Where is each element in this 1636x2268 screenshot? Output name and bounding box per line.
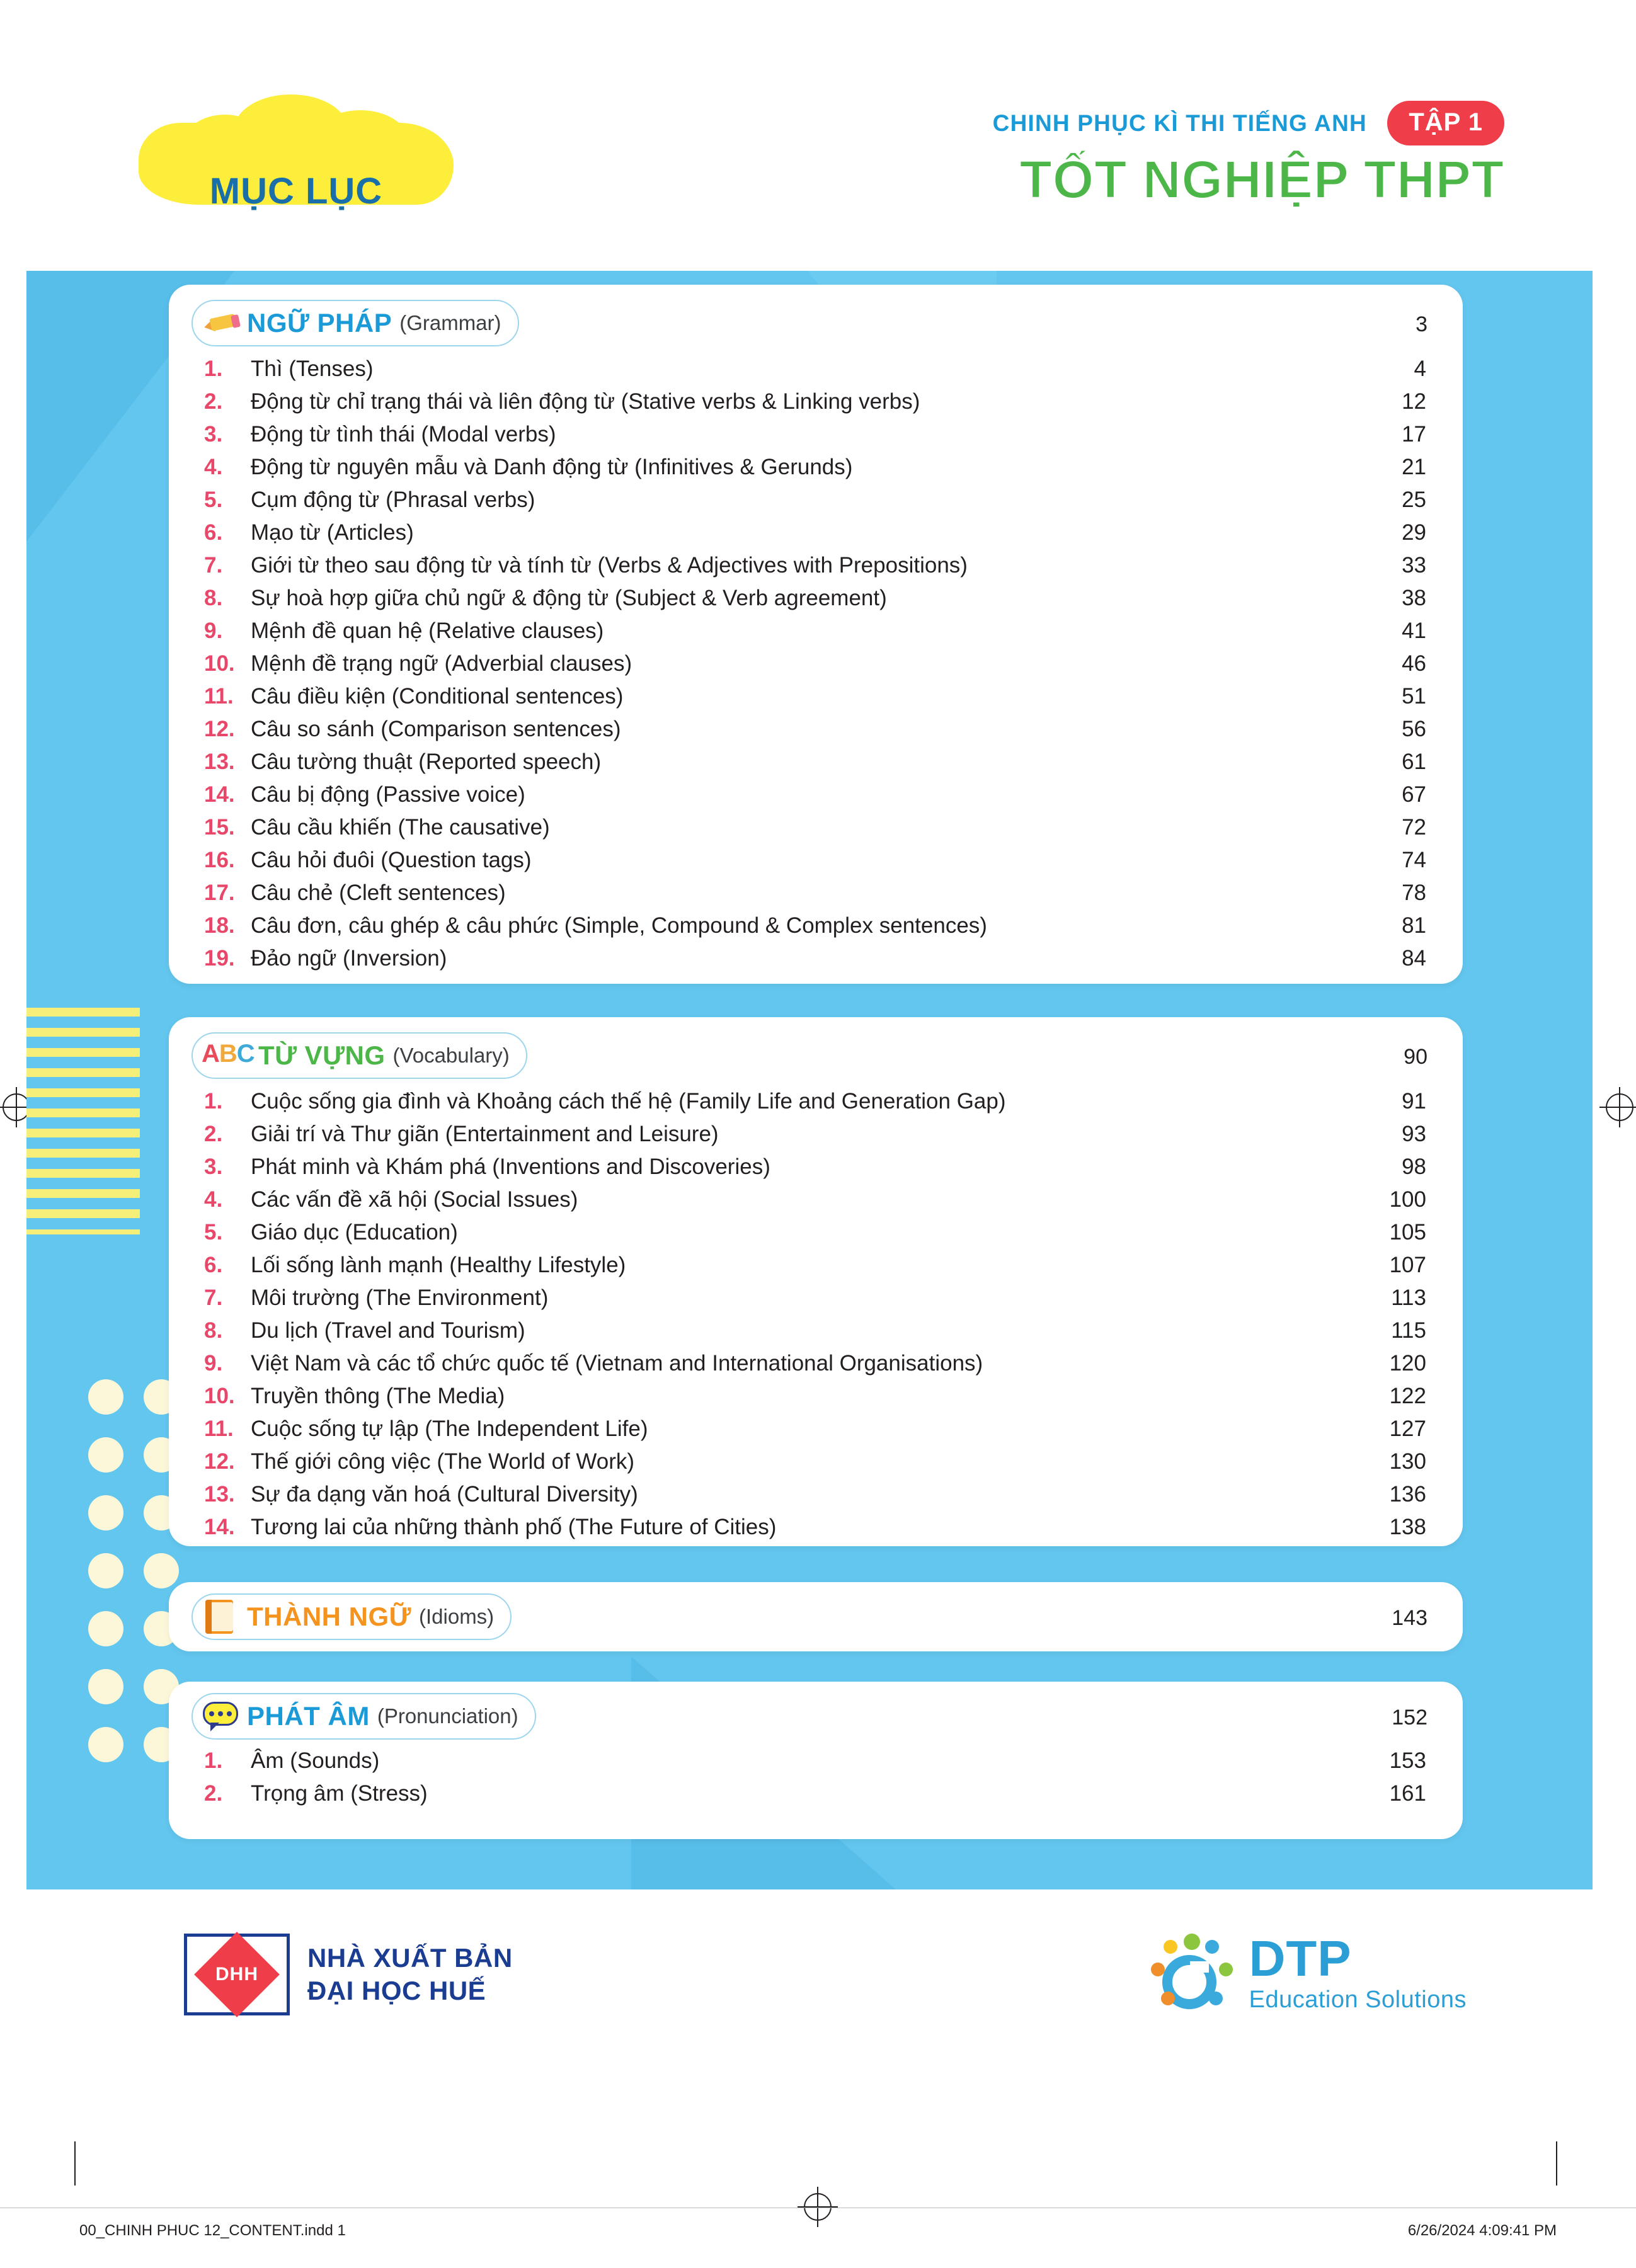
item-page: 17	[1402, 422, 1426, 447]
item-label: Mệnh đề quan hệ (Relative clauses)	[251, 618, 604, 643]
toc-panel	[26, 271, 1593, 1889]
item-number: 1.	[204, 356, 223, 381]
list-item[interactable]	[204, 815, 1426, 848]
page-header	[26, 0, 1593, 271]
list-item[interactable]	[204, 1482, 1426, 1515]
item-page: 130	[1389, 1449, 1426, 1474]
item-label: Tương lai của những thành phố (The Future of Cities)	[251, 1515, 777, 1539]
decor-stripes-1	[26, 1008, 140, 1234]
item-page: 120	[1389, 1351, 1426, 1376]
page-footer	[26, 1889, 1593, 2141]
publisher-logo-icon	[184, 1934, 290, 2015]
item-page: 127	[1389, 1416, 1426, 1441]
section-subtitle: (Grammar)	[399, 311, 501, 334]
brand-tagline: Education Solutions	[1249, 1986, 1467, 2013]
section-subtitle: (Idioms)	[419, 1605, 495, 1628]
item-label: Giải trí và Thư giãn (Entertainment and Leisure)	[251, 1122, 719, 1146]
item-page: 12	[1402, 389, 1426, 414]
item-number: 2.	[204, 1122, 223, 1146]
item-label: Câu tường thuật (Reported speech)	[251, 749, 602, 774]
item-number: 6.	[204, 1253, 223, 1277]
item-number: 13.	[204, 1482, 235, 1507]
list-item[interactable]	[204, 1351, 1426, 1384]
item-page: 33	[1402, 553, 1426, 578]
item-page: 122	[1389, 1384, 1426, 1408]
pencil-icon	[202, 304, 241, 343]
volume-badge: TẬP 1	[1387, 101, 1504, 145]
item-number: 5.	[204, 487, 223, 512]
list-item[interactable]	[204, 1515, 1426, 1547]
list-item[interactable]	[204, 389, 1426, 422]
item-number: 17.	[204, 880, 235, 905]
section-header-pronunciation[interactable]	[192, 1693, 536, 1740]
publisher-logo-text: DHH	[215, 1964, 258, 1985]
item-number: 16.	[204, 848, 235, 872]
item-label: Câu so sánh (Comparison sentences)	[251, 717, 621, 741]
item-page: 78	[1402, 880, 1426, 905]
section-card-vocabulary	[169, 1017, 1463, 1546]
item-number: 14.	[204, 782, 235, 807]
item-label: Mạo từ (Articles)	[251, 520, 414, 545]
list-item[interactable]	[204, 1416, 1426, 1449]
list-item[interactable]	[204, 684, 1426, 717]
item-label: Đảo ngữ (Inversion)	[251, 946, 447, 971]
book-icon	[202, 1597, 241, 1636]
item-label: Động từ nguyên mẫu và Danh động từ (Infinitives & Gerunds)	[251, 455, 853, 479]
section-header-grammar[interactable]	[192, 300, 519, 346]
section-title: THÀNH NGỮ	[247, 1602, 411, 1631]
item-label: Động từ tình thái (Modal verbs)	[251, 422, 556, 447]
item-number: 9.	[204, 1351, 223, 1376]
list-item[interactable]	[204, 455, 1426, 487]
item-label: Câu điều kiện (Conditional sentences)	[251, 684, 624, 709]
item-page: 21	[1402, 455, 1426, 479]
item-label: Việt Nam và các tổ chức quốc tế (Vietnam and International Organisations)	[251, 1351, 983, 1376]
item-label: Cụm động từ (Phrasal verbs)	[251, 487, 535, 512]
item-number: 10.	[204, 651, 235, 676]
item-page: 93	[1402, 1122, 1426, 1146]
item-page: 84	[1402, 946, 1426, 971]
list-item[interactable]	[204, 1748, 1426, 1781]
list-item[interactable]	[204, 520, 1426, 553]
toc-list-vocabulary	[204, 1089, 1426, 1547]
item-number: 13.	[204, 749, 235, 774]
item-label: Mệnh đề trạng ngữ (Adverbial clauses)	[251, 651, 632, 676]
item-label: Giáo dục (Education)	[251, 1220, 458, 1245]
toc-list-pronunciation	[204, 1748, 1426, 1814]
list-item[interactable]	[204, 848, 1426, 880]
list-item[interactable]	[204, 946, 1426, 979]
item-label: Phát minh và Khám phá (Inventions and Discoveries)	[251, 1154, 770, 1179]
list-item[interactable]	[204, 553, 1426, 586]
item-page: 4	[1414, 356, 1426, 381]
crop-mark-bottom-right	[1556, 2141, 1557, 2185]
list-item[interactable]	[204, 880, 1426, 913]
section-header-vocabulary[interactable]	[192, 1032, 527, 1079]
list-item[interactable]	[204, 1122, 1426, 1154]
print-footer-timestamp: 6/26/2024 4:09:41 PM	[1407, 2222, 1557, 2239]
item-number: 4.	[204, 1187, 223, 1212]
list-item[interactable]	[204, 1187, 1426, 1220]
item-label: Động từ chỉ trạng thái và liên động từ (Stative verbs & Linking verbs)	[251, 389, 920, 414]
item-number: 11.	[204, 1416, 234, 1441]
item-number: 8.	[204, 1318, 223, 1343]
item-page: 107	[1389, 1253, 1426, 1277]
item-page: 46	[1402, 651, 1426, 676]
item-number: 2.	[204, 1781, 223, 1806]
item-number: 15.	[204, 815, 235, 840]
item-page: 51	[1402, 684, 1426, 709]
item-page: 72	[1402, 815, 1426, 840]
item-page: 100	[1389, 1187, 1426, 1212]
item-page: 113	[1391, 1285, 1426, 1310]
item-label: Lối sống lành mạnh (Healthy Lifestyle)	[251, 1253, 626, 1277]
list-item[interactable]	[204, 1449, 1426, 1482]
item-number: 7.	[204, 553, 223, 578]
item-page: 56	[1402, 717, 1426, 741]
item-page: 161	[1389, 1781, 1426, 1806]
list-item[interactable]	[204, 422, 1426, 455]
item-number: 12.	[204, 1449, 235, 1474]
item-page: 91	[1402, 1089, 1426, 1114]
item-number: 3.	[204, 1154, 223, 1179]
item-page: 61	[1402, 749, 1426, 774]
item-page: 105	[1389, 1220, 1426, 1245]
abc-icon: ABC	[202, 1040, 255, 1068]
item-page: 136	[1389, 1482, 1426, 1507]
item-label: Sự đa dạng văn hoá (Cultural Diversity)	[251, 1482, 638, 1507]
list-item[interactable]	[204, 717, 1426, 749]
item-number: 10.	[204, 1384, 235, 1408]
section-card-grammar	[169, 285, 1463, 984]
item-label: Cuộc sống tự lập (The Independent Life)	[251, 1416, 648, 1441]
brand-name: DTP	[1249, 1930, 1352, 1986]
section-page-number: 90	[1404, 1045, 1427, 1069]
item-label: Câu cầu khiến (The causative)	[251, 815, 550, 840]
item-label: Du lịch (Travel and Tourism)	[251, 1318, 525, 1343]
brand-block	[1146, 1930, 1467, 2022]
toc-list-grammar	[204, 356, 1426, 979]
list-item[interactable]	[204, 1154, 1426, 1187]
section-card-pronunciation	[169, 1682, 1463, 1839]
list-item[interactable]	[204, 487, 1426, 520]
section-subtitle: (Vocabulary)	[392, 1044, 510, 1067]
item-label: Thế giới công việc (The World of Work)	[251, 1449, 635, 1474]
item-label: Các vấn đề xã hội (Social Issues)	[251, 1187, 578, 1212]
list-item[interactable]	[204, 356, 1426, 389]
publisher-block	[184, 1934, 513, 2015]
section-subtitle: (Pronunciation)	[377, 1704, 518, 1728]
series-header	[993, 101, 1504, 210]
item-page: 115	[1391, 1318, 1426, 1343]
item-number: 1.	[204, 1748, 223, 1773]
item-number: 9.	[204, 618, 223, 643]
list-item[interactable]	[204, 618, 1426, 651]
item-label: Câu đơn, câu ghép & câu phức (Simple, Compound & Complex sentences)	[251, 913, 987, 938]
section-page-number: 3	[1416, 312, 1427, 336]
list-item[interactable]	[204, 651, 1426, 684]
item-label: Câu hỏi đuôi (Question tags)	[251, 848, 532, 872]
item-number: 7.	[204, 1285, 223, 1310]
book-title: TỐT NGHIỆP THPT	[1019, 150, 1504, 209]
item-number: 14.	[204, 1515, 235, 1539]
item-label: Truyền thông (The Media)	[251, 1384, 505, 1408]
item-page: 41	[1402, 618, 1426, 643]
section-page-number: 143	[1392, 1606, 1427, 1630]
item-number: 4.	[204, 455, 223, 479]
print-footer-filename: 00_CHINH PHUC 12_CONTENT.indd 1	[79, 2222, 346, 2239]
item-label: Cuộc sống gia đình và Khoảng cách thế hệ (Family Life and Generation Gap)	[251, 1089, 1006, 1114]
list-item[interactable]	[204, 1285, 1426, 1318]
item-label: Câu chẻ (Cleft sentences)	[251, 880, 506, 905]
item-page: 138	[1389, 1515, 1426, 1539]
section-title: NGỮ PHÁP	[247, 308, 392, 338]
item-page: 81	[1402, 913, 1426, 938]
item-number: 3.	[204, 422, 223, 447]
list-item[interactable]	[204, 1318, 1426, 1351]
item-page: 25	[1402, 487, 1426, 512]
series-label: CHINH PHỤC KÌ THI TIẾNG ANH	[992, 110, 1367, 136]
section-title: TỪ VỰNG	[258, 1040, 386, 1070]
section-card-idioms	[169, 1582, 1463, 1651]
item-label: Thì (Tenses)	[251, 356, 374, 381]
item-page: 74	[1402, 848, 1426, 872]
item-number: 19.	[204, 946, 235, 971]
list-item[interactable]	[204, 913, 1426, 946]
item-page: 98	[1402, 1154, 1426, 1179]
list-item[interactable]	[204, 1089, 1426, 1122]
registration-mark-right	[1606, 1093, 1633, 1121]
item-number: 5.	[204, 1220, 223, 1245]
item-label: Môi trường (The Environment)	[251, 1285, 549, 1310]
item-page: 38	[1402, 586, 1426, 610]
item-page: 29	[1402, 520, 1426, 545]
list-item[interactable]	[204, 1384, 1426, 1416]
item-number: 6.	[204, 520, 223, 545]
item-label: Sự hoà hợp giữa chủ ngữ & động từ (Subject & Verb agreement)	[251, 586, 887, 610]
item-number: 1.	[204, 1089, 223, 1114]
item-page: 153	[1389, 1748, 1426, 1773]
list-item[interactable]	[204, 749, 1426, 782]
list-item[interactable]	[204, 586, 1426, 618]
crop-mark-bottom-left	[74, 2141, 76, 2185]
list-item[interactable]	[204, 782, 1426, 815]
item-number: 8.	[204, 586, 223, 610]
section-page-number: 152	[1392, 1706, 1427, 1729]
dtp-logo-icon	[1146, 1934, 1240, 2022]
item-page: 67	[1402, 782, 1426, 807]
publisher-name-line1: NHÀ XUẤT BẢN	[307, 1942, 513, 1973]
list-item[interactable]	[204, 1220, 1426, 1253]
item-label: Trọng âm (Stress)	[251, 1781, 428, 1806]
item-number: 12.	[204, 717, 235, 741]
item-number: 11.	[204, 684, 234, 709]
list-item[interactable]	[204, 1253, 1426, 1285]
item-number: 18.	[204, 913, 235, 938]
page-title: MỤC LỤC	[209, 171, 383, 212]
list-item[interactable]	[204, 1781, 1426, 1814]
section-header-idioms[interactable]	[192, 1593, 512, 1640]
item-label: Âm (Sounds)	[251, 1748, 380, 1773]
section-title: PHÁT ÂM	[247, 1701, 370, 1731]
publisher-name-line2: ĐẠI HỌC HUẾ	[307, 1976, 486, 2005]
artboard	[26, 0, 1593, 2141]
speech-bubble-icon	[202, 1697, 241, 1736]
item-label: Giới từ theo sau động từ và tính từ (Verbs & Adjectives with Prepositions)	[251, 553, 968, 578]
item-number: 2.	[204, 389, 223, 414]
item-label: Câu bị động (Passive voice)	[251, 782, 525, 807]
